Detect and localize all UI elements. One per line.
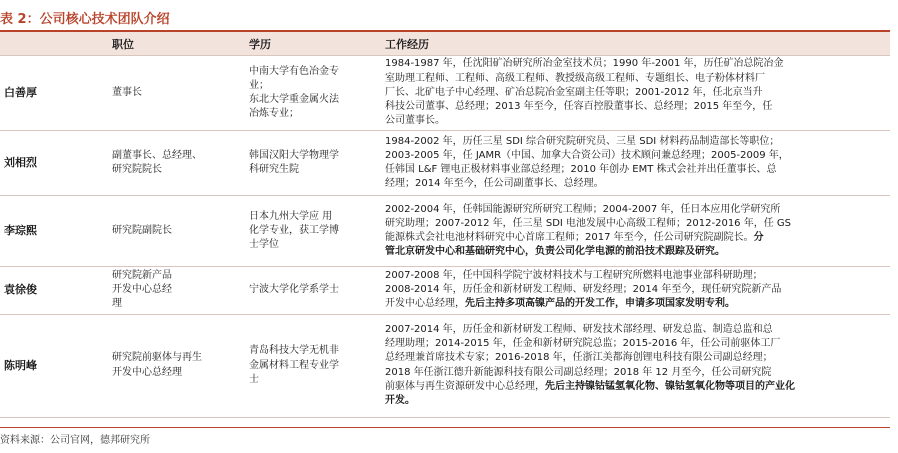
member-education bbox=[245, 131, 381, 196]
member-work-line: 能源株式会社电池材料研究中心首席工程师；2017 年至今，任公司研究院副院长。分 bbox=[385, 232, 764, 243]
member-work-line: 经理；2014 年至今，任公司副董事长、总经理。 bbox=[385, 178, 604, 190]
member-education-line: 科研究生院 bbox=[249, 164, 299, 175]
work-highlight: 先后主持镍钴锰氢氧化物、镍钴氢氧化物等项目的产业化 bbox=[545, 380, 795, 392]
member-education bbox=[245, 196, 381, 267]
member-position-line: 理 bbox=[112, 298, 122, 310]
member-work-line: 1984-2002 年，历任三星 SDI 综合研究院研究员、三星 SDI 材料药品制造部长等职位； bbox=[385, 135, 780, 147]
member-work bbox=[381, 131, 890, 196]
member-position-line: 开发中心总经理 bbox=[112, 366, 182, 378]
member-position-line: 研究院院长 bbox=[112, 164, 162, 175]
member-name: 李琮熙 bbox=[0, 196, 108, 267]
member-education-line: 士 bbox=[249, 373, 259, 385]
header-name bbox=[0, 32, 108, 56]
member-work-line: 经理助理；2014-2015 年，任金和新材研究院总监；2015-2016 年，任公司前驱体工厂 bbox=[385, 338, 781, 350]
source-note: 资料来源：公司官网，德邦研究所 bbox=[0, 435, 150, 446]
member-position-line: 开发中心总经 bbox=[112, 284, 172, 296]
member-name: 陈明峰 bbox=[0, 314, 108, 417]
member-work-line: 任韩国 L&F 锂电正极材料事业部总经理；2010 年创办 EMT 株式会社并出任董事长、总 bbox=[385, 164, 777, 175]
member-education-line: 东北大学重金属火法 bbox=[249, 94, 339, 105]
member-education-line: 宁波大学化学系学士 bbox=[249, 284, 339, 296]
member-work-line: 研究助理；2007-2012 年，任三星 SDI 电池发展中心高级工程师；2012-2016 年，任 GS bbox=[385, 217, 792, 229]
member-name: 刘相烈 bbox=[0, 131, 108, 196]
member-position-line: 副董事长、总经理、 bbox=[112, 149, 202, 161]
member-work-line: 2002-2004 年，任韩国能源研究所研究工程师；2004-2007 年，任日本应用化学研究所 bbox=[385, 203, 781, 215]
work-highlight: 开发。 bbox=[385, 395, 415, 407]
member-education bbox=[245, 314, 381, 417]
member-education bbox=[245, 56, 381, 131]
work-highlight: 先后主持多项高镍产品的开发工作，申请多项国家发明专利。 bbox=[465, 298, 735, 310]
table-caption: 表 2：公司核心技术团队介绍 bbox=[0, 12, 170, 27]
member-education-line: 青岛科技大学无机非 bbox=[249, 345, 339, 357]
member-position-line: 董事长 bbox=[112, 86, 142, 98]
member-work-line: 厂长、北矿电子中心经理、矿冶总院冶金室副主任等职；2001-2012 年，任北京当升 bbox=[385, 86, 763, 98]
member-work-line: 总经理兼首席技术专家；2016-2018 年，任浙江美都海创锂电科技有限公司副总经理； bbox=[385, 352, 773, 364]
member-work bbox=[381, 196, 890, 267]
work-highlight: 管北京研发中心和基础研究中心，负责公司化学电源的前沿技术跟踪及研究。 bbox=[385, 246, 725, 258]
member-work-line: 2007-2014 年，历任金和新材研发工程师、研发技术部经理、研发总监、制造总监和总 bbox=[385, 324, 773, 335]
table-row bbox=[0, 267, 890, 315]
header-row bbox=[0, 32, 890, 56]
member-name: 白善厚 bbox=[0, 56, 108, 131]
member-name: 袁徐俊 bbox=[0, 267, 108, 315]
table-row bbox=[0, 196, 890, 267]
member-work-line: 公司董事长。 bbox=[385, 115, 445, 127]
member-work-line: 2003-2005 年，任 JAMR（中国、加拿大合资公司）技术顾问兼总经理；2005-2009 年， bbox=[385, 149, 789, 161]
member-education-line: 业； bbox=[249, 79, 269, 91]
member-position bbox=[108, 56, 245, 131]
member-work-line: 开发中心总经理，先后主持多项高镍产品的开发工作，申请多项国家发明专利。 bbox=[385, 298, 735, 310]
member-work-line: 2018 年任浙江德升新能源科技有限公司副总经理；2018 年 12 月至今，任公司研究院 bbox=[385, 366, 772, 378]
member-work-line: 2008-2014 年，历任金和新材研发工程师、研发经理；2014 年至今，现任研究院新产品 bbox=[385, 284, 782, 296]
team-table bbox=[0, 32, 890, 418]
member-position bbox=[108, 196, 245, 267]
member-education-line: 冶炼专业； bbox=[249, 108, 299, 120]
member-work-line: 科技公司董事、总经理；2013 年至今，任容百控股董事长、总经理；2015 年至今，任 bbox=[385, 101, 773, 113]
member-education-line: 日本九州大学应 用 bbox=[249, 210, 333, 222]
header-position: 职位 bbox=[108, 32, 245, 56]
header-education: 学历 bbox=[245, 32, 381, 56]
member-work-line bbox=[385, 394, 886, 408]
member-work-line: 前驱体与再生资源研发中心总经理，先后主持镍钴锰氢氧化物、镍钴氢氧化物等项目的产业化 bbox=[385, 380, 795, 392]
member-work bbox=[381, 267, 890, 315]
table-row bbox=[0, 131, 890, 196]
member-position bbox=[108, 267, 245, 315]
member-work bbox=[381, 314, 890, 417]
member-education-line: 化学专业，获工学博 bbox=[249, 224, 339, 236]
table-bottom-rule bbox=[0, 427, 890, 428]
member-work-line bbox=[385, 245, 886, 259]
header-work: 工作经历 bbox=[381, 32, 890, 56]
member-position-line: 研究院新产品 bbox=[112, 270, 172, 281]
member-position bbox=[108, 131, 245, 196]
member-work-line: 室助理工程师、工程师、高级工程师、教授级高级工程师、专题组长、电子粉体材料厂 bbox=[385, 72, 765, 84]
member-work bbox=[381, 56, 890, 131]
member-education-line: 中南大学有色冶金专 bbox=[249, 65, 339, 77]
member-work-line: 1984-1987 年，任沈阳矿冶研究所冶金室技术员；1990 年-2001 年，历任矿冶总院冶金 bbox=[385, 58, 784, 70]
member-position bbox=[108, 314, 245, 417]
member-position-line: 研究院前驱体与再生 bbox=[112, 352, 202, 364]
table-row bbox=[0, 314, 890, 417]
table-row bbox=[0, 56, 890, 131]
member-education bbox=[245, 267, 381, 315]
member-work-line: 2007-2008 年，任中国科学院宁波材料技术与工程研究所燃料电池事业部科研助理； bbox=[385, 270, 763, 281]
member-education-line: 士学位 bbox=[249, 239, 279, 251]
member-education-line: 金属材料工程专业学 bbox=[249, 359, 339, 371]
member-education-line: 韩国汉阳大学物理学 bbox=[249, 149, 339, 161]
member-position-line: 研究院副院长 bbox=[112, 224, 172, 236]
work-highlight: 分 bbox=[753, 232, 764, 243]
